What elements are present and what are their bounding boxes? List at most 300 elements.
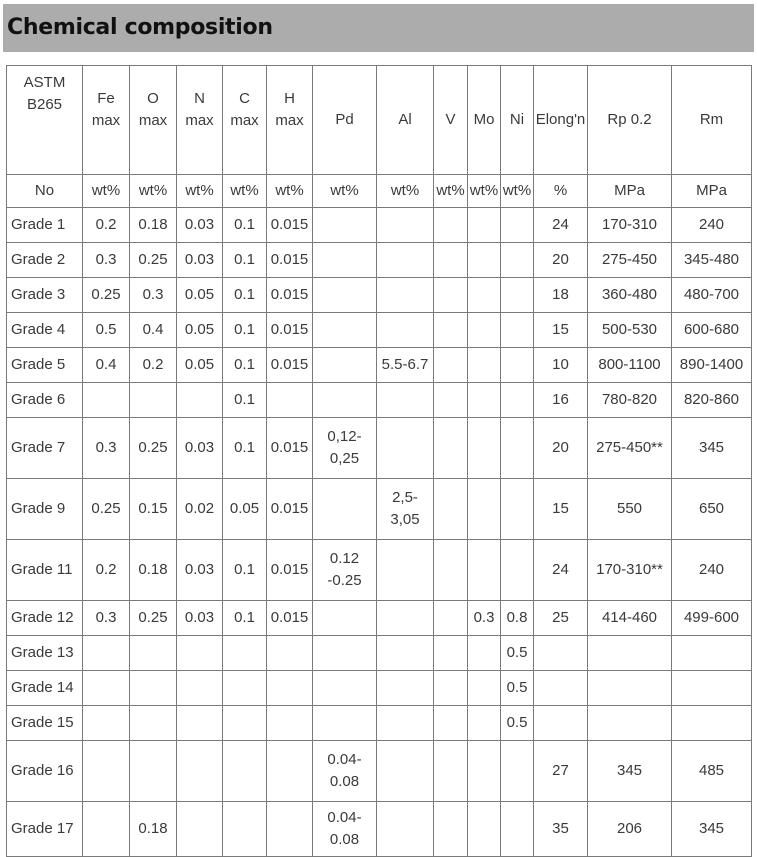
cell-text: % (553, 182, 568, 199)
cell-text: 16 (552, 391, 569, 408)
cell-text: 0.5 (506, 644, 528, 661)
table-row (7, 313, 752, 348)
cell-text: 15 (552, 321, 569, 338)
unit-header (672, 175, 752, 208)
table-cell (130, 741, 177, 802)
grade-name (7, 418, 83, 479)
table-cell (672, 418, 752, 479)
table-cell (588, 418, 672, 479)
table-cell (83, 540, 130, 601)
table-cell (177, 348, 223, 383)
cell-text: 0.015 (270, 439, 309, 456)
table-cell (83, 636, 130, 671)
cell-text: 414-460 (601, 609, 658, 626)
table-cell (177, 418, 223, 479)
unit-header (177, 175, 223, 208)
table-cell (468, 418, 501, 479)
table-cell (267, 741, 313, 802)
table-cell (223, 243, 267, 278)
table-cell (177, 243, 223, 278)
table-cell (83, 671, 130, 706)
table-cell (313, 601, 377, 636)
table-cell (468, 741, 501, 802)
table-cell (468, 671, 501, 706)
cell-text: 499-600 (683, 609, 740, 626)
table-cell (588, 741, 672, 802)
table-cell (434, 383, 468, 418)
table-row (7, 383, 752, 418)
cell-text: 0.8 (506, 609, 528, 626)
table-cell (83, 601, 130, 636)
cell-text: 18 (552, 286, 569, 303)
cell-text: 0.3 (142, 286, 164, 303)
unit-header (377, 175, 434, 208)
table-cell (177, 383, 223, 418)
table-cell (588, 278, 672, 313)
cell-text: 35 (552, 820, 569, 837)
table-cell (313, 802, 377, 857)
grade-name (7, 706, 83, 741)
cell-text: 170-310 (601, 216, 658, 233)
table-row (7, 741, 752, 802)
cell-text: wt% (275, 182, 304, 199)
table-cell (468, 243, 501, 278)
cell-text: Ni (509, 111, 525, 128)
cell-text: 3,05 (390, 511, 420, 528)
table-cell (377, 636, 434, 671)
table-cell (672, 741, 752, 802)
grade-name (7, 636, 83, 671)
cell-text: 800-1100 (598, 356, 661, 373)
cell-text: Grade 1 (11, 216, 66, 233)
cell-text: 0.04- (327, 751, 362, 768)
table-cell (130, 313, 177, 348)
grade-name (7, 671, 83, 706)
unit-header (434, 175, 468, 208)
table-cell (672, 601, 752, 636)
table-row (7, 208, 752, 243)
unit-header (223, 175, 267, 208)
cell-text: 345-480 (683, 251, 740, 268)
table-cell (588, 636, 672, 671)
cell-text: 0.18 (138, 820, 168, 837)
cell-text: V (445, 111, 456, 128)
grade-name (7, 479, 83, 540)
table-cell (313, 636, 377, 671)
cell-text: 345 (698, 439, 725, 456)
header-standard (7, 66, 83, 175)
unit-header (7, 175, 83, 208)
table-row (7, 479, 752, 540)
unit-header (588, 175, 672, 208)
table-cell (177, 671, 223, 706)
table-cell (588, 671, 672, 706)
grade-name (7, 601, 83, 636)
table-cell (534, 313, 588, 348)
table-cell (83, 479, 130, 540)
table-cell (223, 601, 267, 636)
cell-text: 275-450 (601, 251, 658, 268)
unit-header (468, 175, 501, 208)
table-row (7, 706, 752, 741)
cell-text: Grade 17 (11, 820, 74, 837)
table-cell (130, 802, 177, 857)
table-cell (83, 348, 130, 383)
cell-text: 0.05 (184, 321, 215, 338)
table-cell (177, 313, 223, 348)
cell-text: 24 (552, 216, 569, 233)
cell-text: 0.015 (270, 500, 309, 517)
cell-text: 25 (552, 609, 569, 626)
cell-text: 0.015 (270, 321, 309, 338)
table-cell (588, 208, 672, 243)
cell-text: Grade 3 (11, 286, 66, 303)
cell-text: Grade 4 (11, 321, 66, 338)
cell-text: 0.015 (270, 286, 309, 303)
cell-text: ASTM (23, 74, 66, 91)
cell-text: 0.1 (234, 609, 255, 626)
cell-text: Grade 11 (11, 561, 73, 578)
cell-text: 5.5-6.7 (381, 356, 429, 373)
cell-text: 345 (698, 820, 725, 837)
cell-text: Grade 2 (11, 251, 66, 268)
cell-text: O (147, 90, 159, 107)
cell-text: 485 (698, 762, 725, 779)
cell-text: 0.25 (138, 251, 168, 268)
cell-text: B265 (26, 96, 63, 113)
column-header (177, 66, 223, 175)
table-cell (468, 208, 501, 243)
cell-text: 0.25 (91, 500, 121, 517)
column-header (468, 66, 501, 175)
table-cell (313, 243, 377, 278)
cell-text: 0.015 (270, 561, 309, 578)
table-cell (501, 348, 534, 383)
table-cell (377, 243, 434, 278)
cell-text: 0.4 (142, 321, 164, 338)
table-cell (534, 636, 588, 671)
column-header (313, 66, 377, 175)
table-cell (434, 313, 468, 348)
cell-text: Grade 7 (11, 439, 66, 456)
cell-text: wt% (185, 182, 214, 199)
table-cell (267, 706, 313, 741)
cell-text: 480-700 (683, 286, 740, 303)
table-cell (130, 348, 177, 383)
table-cell (130, 601, 177, 636)
table-cell (267, 243, 313, 278)
table-cell (501, 479, 534, 540)
table-cell (534, 383, 588, 418)
table-cell (672, 313, 752, 348)
table-cell (434, 671, 468, 706)
unit-header (501, 175, 534, 208)
table-cell (177, 278, 223, 313)
table-cell (501, 671, 534, 706)
cell-text: 0,12- (327, 428, 362, 445)
table-cell (177, 479, 223, 540)
cell-text: Pd (335, 111, 354, 128)
table-cell (83, 243, 130, 278)
cell-text: max (230, 112, 259, 129)
table-cell (434, 278, 468, 313)
table-cell (501, 601, 534, 636)
table-cell (468, 636, 501, 671)
table-cell (267, 479, 313, 540)
table-cell (223, 636, 267, 671)
table-row (7, 671, 752, 706)
table-cell (672, 208, 752, 243)
table-cell (377, 706, 434, 741)
cell-text: 0.18 (138, 216, 168, 233)
section-title-bar (3, 4, 754, 52)
table-cell (534, 802, 588, 857)
table-cell (434, 706, 468, 741)
table-cell (468, 313, 501, 348)
grade-name (7, 278, 83, 313)
cell-text: 0.1 (234, 321, 255, 338)
grade-name (7, 741, 83, 802)
cell-text: 240 (698, 561, 725, 578)
cell-text: 20 (552, 439, 569, 456)
cell-text: 0.08 (329, 831, 360, 848)
table-cell (434, 243, 468, 278)
cell-text: 275-450** (596, 439, 663, 456)
cell-text: 820-860 (683, 391, 740, 408)
table-cell (267, 278, 313, 313)
grade-name (7, 348, 83, 383)
cell-text: Mo (473, 111, 495, 128)
table-cell (468, 802, 501, 857)
table-cell (223, 383, 267, 418)
table-cell (177, 706, 223, 741)
table-cell (177, 741, 223, 802)
table-cell (267, 540, 313, 601)
table-cell (223, 313, 267, 348)
cell-text: 0.08 (329, 773, 360, 790)
table-cell (434, 802, 468, 857)
table-cell (672, 671, 752, 706)
table-cell (83, 383, 130, 418)
table-row (7, 802, 752, 857)
table-cell (267, 348, 313, 383)
column-header (672, 66, 752, 175)
cell-text: 890-1400 (679, 356, 744, 373)
table-cell (313, 741, 377, 802)
cell-text: wt% (469, 182, 499, 199)
cell-text: 0.4 (95, 356, 117, 373)
cell-text: 0.15 (138, 500, 168, 517)
table-cell (434, 418, 468, 479)
table-cell (130, 208, 177, 243)
cell-text: Rp 0.2 (607, 111, 652, 128)
table-cell (223, 802, 267, 857)
cell-text: 0.1 (234, 356, 255, 373)
cell-text: 0.03 (184, 609, 215, 626)
table-cell (223, 479, 267, 540)
table-cell (434, 479, 468, 540)
table-cell (468, 383, 501, 418)
table-row (7, 243, 752, 278)
cell-text: 550 (616, 500, 643, 517)
cell-text: No (34, 182, 55, 199)
table-cell (130, 278, 177, 313)
cell-text: wt% (436, 182, 465, 199)
cell-text: 0.1 (234, 251, 255, 268)
unit-header (313, 175, 377, 208)
table-cell (177, 540, 223, 601)
table-cell (223, 208, 267, 243)
table-cell (468, 479, 501, 540)
unit-header (267, 175, 313, 208)
cell-text: 0.12 (329, 550, 360, 567)
cell-text: 0.5 (506, 714, 528, 731)
table-cell (223, 348, 267, 383)
cell-text: 0.3 (95, 251, 117, 268)
table-cell (434, 540, 468, 601)
table-cell (468, 706, 501, 741)
table-cell (223, 540, 267, 601)
cell-text: 0.3 (95, 439, 117, 456)
table-cell (672, 636, 752, 671)
cell-text: Elong'n (535, 111, 586, 128)
cell-text: 240 (698, 216, 725, 233)
table-cell (267, 601, 313, 636)
cell-text: 0.1 (234, 561, 255, 578)
table-cell (313, 208, 377, 243)
table-cell (534, 278, 588, 313)
table-cell (377, 313, 434, 348)
cell-text: 27 (552, 762, 569, 779)
cell-text: MPa (614, 182, 645, 199)
table-cell (468, 278, 501, 313)
cell-text: max (91, 112, 121, 129)
column-header (83, 66, 130, 175)
cell-text: 650 (698, 500, 725, 517)
table-cell (588, 479, 672, 540)
composition-table (6, 65, 752, 857)
cell-text: Grade 15 (11, 714, 74, 731)
table-cell (434, 741, 468, 802)
cell-text: 0.5 (95, 321, 117, 338)
cell-text: Grade 12 (11, 609, 74, 626)
cell-text: MPa (696, 182, 727, 199)
table-cell (130, 243, 177, 278)
cell-text: 0.015 (270, 251, 309, 268)
table-cell (468, 601, 501, 636)
column-header (501, 66, 534, 175)
table-cell (313, 348, 377, 383)
table-row (7, 348, 752, 383)
table-cell (177, 636, 223, 671)
table-cell (130, 418, 177, 479)
cell-text: 0.2 (142, 356, 164, 373)
table-cell (672, 802, 752, 857)
table-cell (501, 383, 534, 418)
column-header (377, 66, 434, 175)
cell-text: max (275, 112, 304, 129)
table-cell (83, 278, 130, 313)
cell-text: Rm (699, 111, 724, 128)
table-row (7, 278, 752, 313)
table-cell (130, 540, 177, 601)
cell-text: wt% (502, 182, 532, 199)
table-cell (267, 208, 313, 243)
table-cell (313, 706, 377, 741)
table-cell (672, 348, 752, 383)
table-cell (534, 601, 588, 636)
cell-text: 0.2 (95, 561, 117, 578)
table-cell (468, 540, 501, 601)
cell-text: Grade 6 (11, 391, 66, 408)
table-cell (534, 706, 588, 741)
table-cell (501, 706, 534, 741)
table-cell (588, 348, 672, 383)
table-cell (501, 418, 534, 479)
cell-text: wt% (230, 182, 259, 199)
table-cell (177, 802, 223, 857)
table-cell (223, 706, 267, 741)
table-cell (83, 313, 130, 348)
table-cell (672, 278, 752, 313)
cell-text: max (185, 112, 214, 129)
table-cell (588, 383, 672, 418)
cell-text: 20 (552, 251, 569, 268)
cell-text: 600-680 (683, 321, 740, 338)
cell-text: 0,25 (329, 450, 360, 467)
cell-text: max (138, 112, 168, 129)
cell-text: 24 (552, 561, 569, 578)
column-header (267, 66, 313, 175)
table-cell (534, 671, 588, 706)
table-cell (130, 671, 177, 706)
table-cell (672, 479, 752, 540)
table-cell (501, 243, 534, 278)
table-cell (83, 418, 130, 479)
cell-text: 10 (552, 356, 569, 373)
cell-text: 0.3 (473, 609, 495, 626)
table-cell (588, 601, 672, 636)
cell-text: 0.2 (95, 216, 117, 233)
table-cell (672, 540, 752, 601)
table-cell (588, 313, 672, 348)
table-cell (501, 636, 534, 671)
table-cell (588, 706, 672, 741)
table-cell (534, 418, 588, 479)
table-cell (313, 540, 377, 601)
table-cell (313, 383, 377, 418)
grade-name (7, 540, 83, 601)
header-row (7, 66, 752, 175)
cell-text: wt% (330, 182, 359, 199)
table-cell (534, 348, 588, 383)
table-cell (83, 741, 130, 802)
cell-text: 0.05 (184, 286, 215, 303)
table-cell (468, 348, 501, 383)
cell-text: 0.1 (234, 439, 255, 456)
cell-text: 2,5- (392, 489, 418, 506)
units-row (7, 175, 752, 208)
table-cell (177, 601, 223, 636)
cell-text: Fe (97, 90, 115, 107)
table-cell (377, 383, 434, 418)
table-cell (588, 540, 672, 601)
cell-text: Grade 5 (11, 356, 66, 373)
unit-header (83, 175, 130, 208)
table-cell (313, 278, 377, 313)
table-cell (313, 671, 377, 706)
cell-text: 0.03 (184, 216, 215, 233)
